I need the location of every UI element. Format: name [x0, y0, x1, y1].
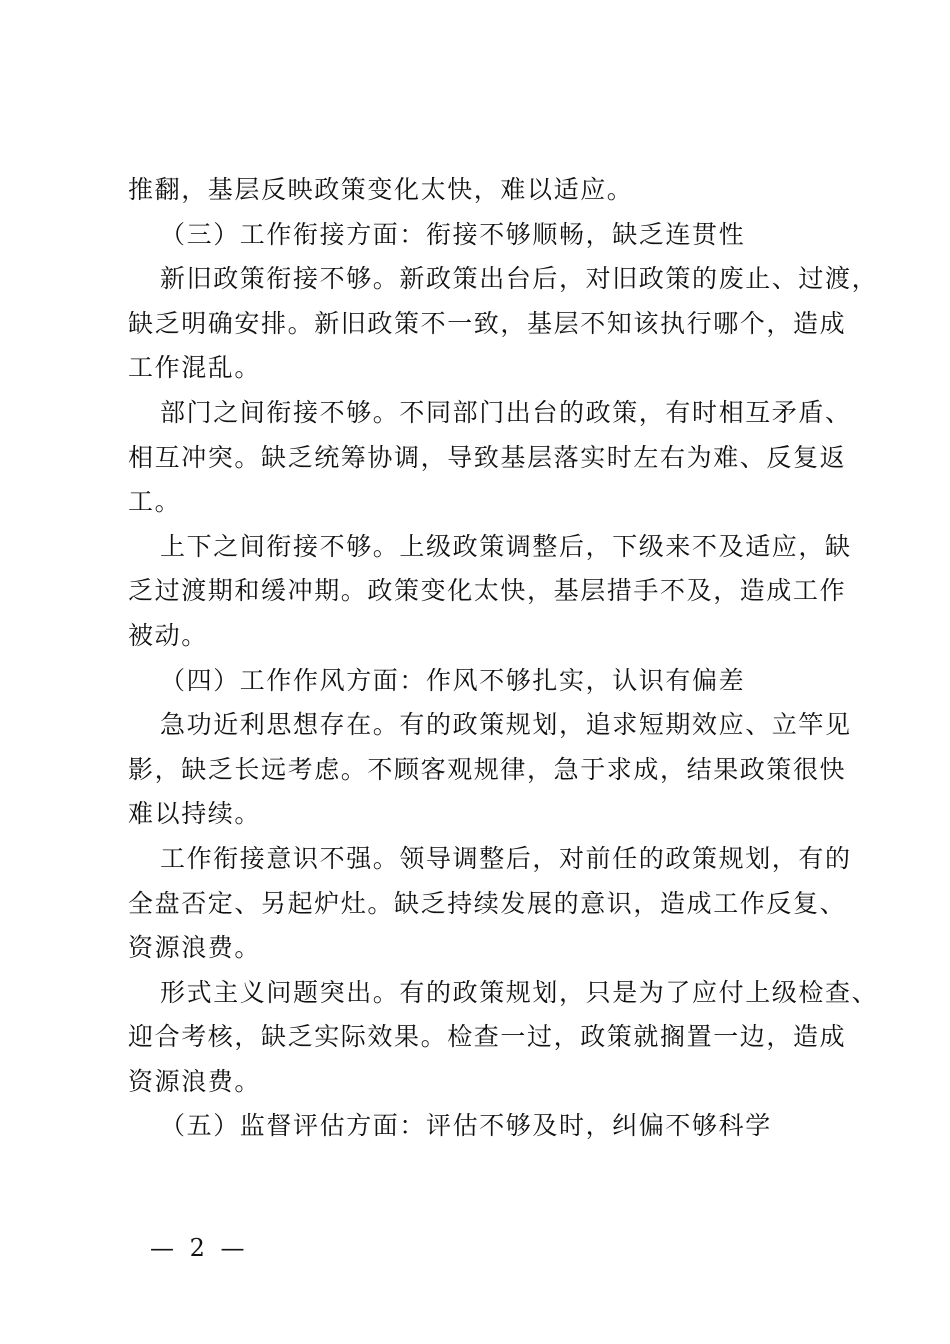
page-number: — 2 —: [150, 1234, 249, 1262]
heading-text: （三）工作衔接方面：衔接不够顺畅，缺乏连贯性: [160, 219, 746, 249]
paragraph-line: 新旧政策衔接不够。新政策出台后，对旧政策的废止、过渡，: [160, 264, 879, 294]
paragraph: [128, 391, 858, 525]
section-heading: [128, 1104, 858, 1149]
paragraph-line: 上下之间衔接不够。上级政策调整后，下级来不及适应，缺: [160, 531, 852, 561]
paragraph-line: 影，缺乏长远考虑。不顾客观规律，急于求成，结果政策很快: [128, 754, 847, 784]
paragraph: [128, 971, 879, 1105]
paragraph: [128, 703, 858, 837]
paragraph-line: 迎合考核，缺乏实际效果。检查一过，政策就搁置一边，造成: [128, 1022, 847, 1052]
paragraph: [128, 168, 858, 213]
paragraph-line: 资源浪费。: [128, 933, 262, 963]
paragraph: [128, 837, 858, 971]
paragraph-line: 相互冲突。缺乏统筹协调，导致基层落实时左右为难、反复返: [128, 442, 847, 472]
paragraph-line: 工作混乱。: [128, 353, 262, 383]
section-heading: [128, 659, 858, 704]
paragraph-line: 难以持续。: [128, 799, 262, 829]
paragraph-line: 形式主义问题突出。有的政策规划，只是为了应付上级检查、: [160, 977, 879, 1007]
paragraph-line: 工作衔接意识不强。领导调整后，对前任的政策规划，有的: [160, 843, 852, 873]
section-heading: [128, 213, 858, 258]
heading-text: （五）监督评估方面：评估不够及时，纠偏不够科学: [160, 1111, 772, 1141]
paragraph-line: 部门之间衔接不够。不同部门出台的政策，有时相互矛盾、: [160, 397, 852, 427]
paragraph-line: 工。: [128, 487, 182, 517]
paragraph-line: 缺乏明确安排。新旧政策不一致，基层不知该执行哪个，造成: [128, 308, 847, 338]
paragraph: [128, 525, 858, 659]
paragraph-line: 资源浪费。: [128, 1066, 262, 1096]
document-body: [128, 168, 879, 1149]
paragraph-line: 被动。: [128, 620, 208, 650]
paragraph-line: 推翻，基层反映政策变化太快，难以适应。: [128, 175, 634, 204]
paragraph-line: 急功近利思想存在。有的政策规划，追求短期效应、立竿见: [160, 710, 852, 740]
paragraph-line: 全盘否定、另起炉灶。缺乏持续发展的意识，造成工作反复、: [128, 888, 847, 918]
paragraph-line: 乏过渡期和缓冲期。政策变化太快，基层措手不及，造成工作: [128, 576, 847, 606]
paragraph: [128, 257, 879, 391]
heading-text: （四）工作作风方面：作风不够扎实，认识有偏差: [160, 665, 746, 695]
